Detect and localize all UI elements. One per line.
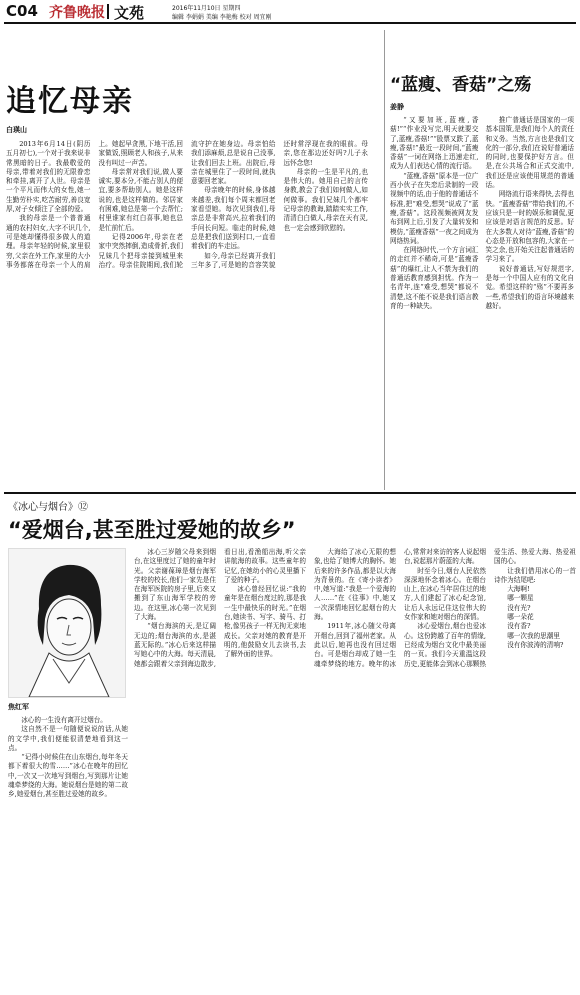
article1-paragraph: 记得2006年,母亲在老家中突然摔倒,造成骨折,我们兄妹几个把母亲接到城里来治疗。母亲住院期间,我们轮流守护在她身边。母亲怕给我们添麻烦,总是说自己没事,让我们回去上班。出院后,母亲在城里住了一段时间,就执意要回老家。 [98, 140, 276, 269]
article3-paragraph: “烟台海滨的天,是辽阔无边的;烟台海滨的水,是湛蓝无际的。”冰心后来这样描写她心中的大海。每天清晨,她都会跟着父亲到海边散步,看日出,看渔船出海,听父亲讲航海的故事。这些童年的记忆,在她幼小的心灵里播下了爱的种子。 [134, 548, 306, 668]
poem-line: 没有香? [507, 622, 531, 631]
article3-paragraph: 冰心曾经回忆说:“我的童年是在烟台度过的,那是我一生中最快乐的时光。”在烟台,她读书、写字、骑马、打枪,像男孩子一样无拘无束地成长。父亲对她的教育是开明的,他鼓励女儿去读书,去了解外面的世界。 [224, 585, 306, 659]
article3-paragraph: 冰心三岁随父母来到烟台,在这里度过了她的童年时光。父亲谢葆璋是烟台海军学校的校长,他们一家先是住在海军医院的房子里,后来又搬到了东山海军学校的旁边。在这里,冰心第一次见到了大海。 [134, 548, 216, 622]
article3-paragraph: 1911年,冰心随父母离开烟台,回到了福州老家。从此以后,她再也没有回过烟台。可是烟台却成了她一生魂牵梦绕的地方。晚年的冰心,常常对来访的客人说起烟台,说起那片蔚蓝的大海。 [314, 548, 486, 668]
article1-title: 追忆母亲 [6, 84, 134, 119]
header-rule [4, 22, 576, 24]
article3-paragraph: 大海给了冰心无限的想象,也给了她博大的胸怀。她后来的许多作品,都是以大海为背景的。在《寄小读者》中,她写道:“我是一个爱海的人……”在《往事》中,她又一次深情地回忆起烟台的大海。 [314, 548, 396, 622]
poem-line: 没有光? [507, 603, 531, 612]
date-line: 2016年11月10日 星期四 [172, 5, 241, 12]
article2-paragraph: “蓝瘦,香菇”原本是一位广西小伙子在失恋后录制的一段视频中的话,由于他的普通话不标准,把“难受,想哭”说成了“蓝瘦,香菇”。这段视频被网友发布到网上后,引发了大量转发和模仿,“蓝瘦香菇”一夜之间成为网络热词。 [390, 171, 479, 245]
article1-paragraph: 母亲晚年的时候,身体越来越差,我们每个周末都回老家看望她。每次见到我们,母亲总是非常高兴,拉着我们的手问长问短。临走的时候,她总是把我们送到村口,一直看着我们的车走远。 [191, 186, 276, 251]
section-name: 文苑 [114, 4, 145, 22]
article3-author: 焦红军 [8, 703, 29, 711]
article3-paragraph: 冰心爱烟台,烟台也爱冰心。这份跨越了百年的情缘,已经成为烟台文化中最美丽的一页。我们今天重温这段历史,更能体会到冰心那颗热爱生活、热爱大海、热爱祖国的心。 [404, 548, 576, 668]
section-rule [4, 492, 576, 494]
article3-paragraph: 冰心的一生没有离开过烟台。 [21, 716, 107, 724]
article3-paragraph: “记得小时候住在山东烟台,每年冬天都下着很大的雪……”冰心在晚年的回忆中,一次又一次地写到烟台,写到那片让她魂牵梦绕的大海。她说烟台是她的第二故乡,她爱烟台,甚至胜过爱她的故乡。 [8, 753, 128, 799]
poem-line: 哪一颗星 [507, 594, 534, 603]
article1-paragraph: 如今,母亲已经离开我们三年多了,可是她的音容笑貌还时常浮现在我的眼前。母亲,您在那边还好吗?儿子永远怀念您! [191, 140, 368, 269]
header-separator [107, 4, 109, 19]
poem-line: 哪一次我的思潮里 [507, 631, 560, 640]
article2-paragraph: 在网络时代,一个方言词汇的走红并不稀奇,可是“蓝瘦香菇”的爆红,让人不禁为我们的普通话教育感到担忧。作为一名青年,连“难受,想哭”都说不清楚,这不能不说是我们语言教育的一种缺失。 [390, 246, 479, 310]
article3-series-label: 《冰心与烟台》⑫ [8, 502, 88, 513]
article3-paragraph: 这自然不是一句随便说说的话,从她的文学中,我们便能很清楚地看到这一点。 [8, 725, 128, 752]
poem-line: 没有你波涛的清响? [507, 640, 564, 649]
article1-paragraph: 2013年6月14日(阴历五月初七),一个对于我来说非常黑暗的日子。我最敬爱的母亲,带着对我们的无限眷恋和牵挂,离开了人世。母亲是一个平凡而伟大的女性,她一生勤劳朴实,吃苦耐劳,善良宽厚,对子女倾注了全部的爱。 [6, 140, 91, 214]
portrait-illustration [8, 548, 126, 698]
article1-paragraph: 我的母亲是一个普普通通的农村妇女,大字不识几个,可是她却懂得很多做人的道理。母亲年轻的时候,家里很穷,父亲在外工作,家里的大小事务都落在母亲一个人的肩上。她起早贪黑,下地干活,回家做饭,照顾老人和孩子,从来没有叫过一声苦。 [6, 140, 183, 269]
article1-author: 白瑛山 [6, 126, 27, 134]
article1-paragraph: 母亲的一生是平凡的,也是伟大的。她用自己的言传身教,教会了我们如何做人,如何做事。我们兄妹几个都牢记母亲的教诲,踏踏实实工作,清清白白做人,母亲在天有灵,也一定会感到欣慰的。 [283, 167, 368, 232]
article3-paragraph: 时至今日,烟台人民依然深深地怀念着冰心。在烟台山上,在冰心当年居住过的地方,人们建起了冰心纪念馆,让后人永远记住这位伟大的女作家和她对烟台的深情。 [404, 566, 486, 622]
article2-author: 姜静 [390, 103, 404, 111]
article2-title: “蓝瘦、香菇”之殇 [390, 75, 532, 95]
staff-line: 编辑 李娟娟 美编 李艳梅 校对 周宜刚 [172, 14, 272, 21]
poem-line: 哪一朵花 [507, 613, 534, 622]
article1-body [6, 140, 368, 480]
poem-intro: 让我们借用冰心的一首诗作为结尾吧: [494, 566, 576, 584]
page-number: C04 [6, 2, 38, 20]
article2-paragraph: “又要加班,蓝瘦,香菇!”“作业没写完,明天就要交了,蓝瘦,香菇!”“股票又跌了,蓝瘦,香菇!”最近一段时间,“蓝瘦香菇”一词在网络上迅速走红,成为人们表达心情的流行语。 [390, 116, 479, 171]
article2-paragraph: 网络流行语来得快,去得也快。“蓝瘦香菇”带给我们的,不应该只是一时的娱乐和调侃,更应该是对语言规范的反思。好在大多数人对待“蓝瘦,香菇”的心态是开放和包容的,大家在一笑之余,也开始关注起普通话的学习来了。 [485, 190, 574, 264]
article2-body [390, 116, 574, 488]
column-divider [384, 30, 385, 490]
article3-body [134, 548, 576, 990]
article2-paragraph: 推广普通话是国家的一项基本国策,是我们每个人的责任和义务。当然,方言也是我们文化的一部分,我们在说好普通话的同时,也要保护好方言。但是,在公共场合和正式交流中,我们还是应该使用规范的普通话。 [485, 116, 574, 190]
poem-line: 大海啊! [507, 585, 530, 594]
masthead-logo: 齐鲁晚报 [49, 5, 105, 21]
article2-paragraph: 说好普通话,写好规范字,是每一个中国人应有的文化自觉。希望这样的“殇”不要再多一些,希望我们的语言环境越来越好。 [485, 264, 574, 310]
article1-paragraph: 母亲常对我们说,做人要诚实,要本分,不能占别人的便宜,要多帮助别人。她是这样说的,也是这样做的。邻居家有困难,她总是第一个去帮忙;村里谁家有红白喜事,她也总是忙前忙后。 [98, 167, 183, 232]
article3-first-column [8, 716, 128, 988]
portrait-sketch [9, 549, 125, 697]
article3-title: “爱烟台,甚至胜过爱她的故乡” [8, 518, 296, 542]
